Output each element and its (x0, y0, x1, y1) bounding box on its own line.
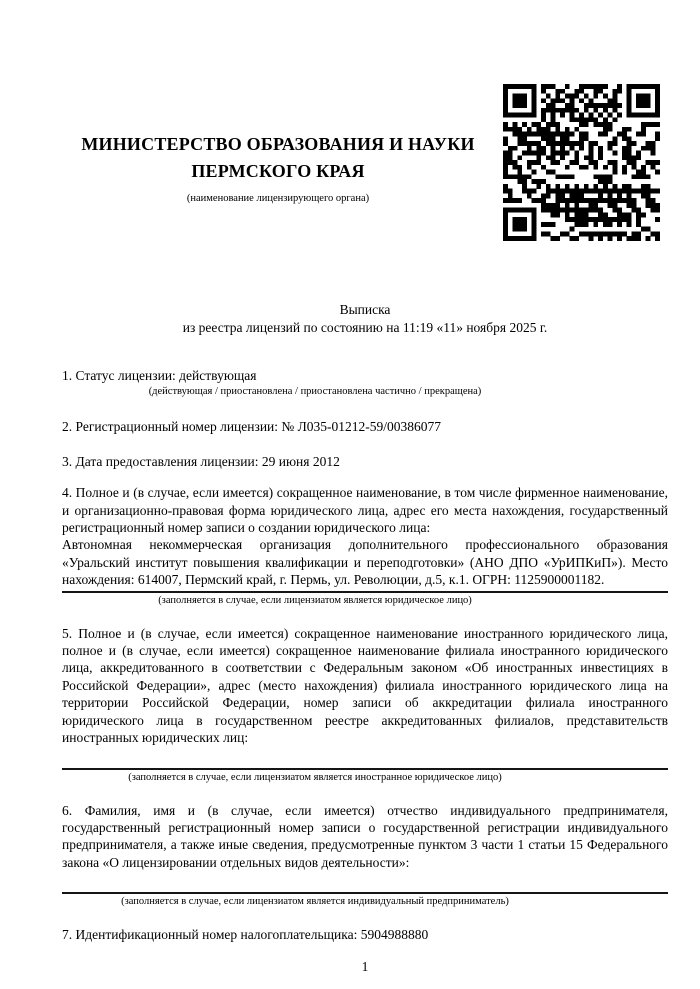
legal-entity-value: Автономная некоммерческая организация дополнительного профессионального образования «Уральский институт повышения квалификации и переподготовки» (АНО ДПО «УрИПКиП»). Место нахождения: 614007, Пермский край, г. Пермь, ул. Революции, д.5, к.1. ОГРН: 1125900001182. (62, 536, 668, 592)
issuing-authority-name-line1: МИНИСТЕРСТВО ОБРАЗОВАНИЯ И НАУКИ (81, 134, 475, 154)
legal-entity-caption: (заполняется в случае, если лицензиатом является юридическое лицо) (158, 594, 472, 606)
document-title-block (62, 301, 668, 337)
document-title: Выписка (339, 302, 391, 317)
entrepreneur-blank-line (62, 871, 668, 894)
page-number: 1 (361, 958, 369, 974)
legal-entity-label: 4. Полное и (в случае, если имеется) сокращенное наименование, в том числе фирменное наименование, и организационно-правовая форма юридического лица, адрес его места нахождения, государственный регистрационный номер записи о создании юридического лица: (62, 485, 668, 536)
document-subtitle: из реестра лицензий по состоянию на 11:19 «11» ноября 2025 г. (182, 320, 548, 335)
foreign-entity-blank-line (62, 747, 668, 770)
issuing-authority-caption: (наименование лицензирующего органа) (186, 193, 370, 204)
issuing-authority-header (62, 0, 494, 206)
issuing-authority-name-line2: ПЕРМСКОГО КРАЯ (191, 161, 365, 181)
license-status-options-caption: (действующая / приостановлена / приостановлена частично / прекращена) (148, 386, 482, 398)
qr-code-image (503, 84, 660, 241)
foreign-entity-caption: (заполняется в случае, если лицензиатом является иностранное юридическое лицо) (128, 771, 502, 783)
license-number-line: 2. Регистрационный номер лицензии: № Л035-01212-59/00386077 (62, 419, 442, 435)
taxpayer-number-line: 7. Идентификационный номер налогоплательщика: 5904988880 (62, 927, 429, 943)
foreign-entity-label: 5. Полное и (в случае, если имеется) сокращенное наименование иностранного юридического лица, полное и (в случае, если имеется) сокращенное наименование филиала иностранного юридического лица, аккредитованного в соответствии с Федеральным законом «Об иностранных инвестициях в Российской Федерации», адрес (место нахождения) филиала иностранного юридического лица на территории Российской Федерации, номер записи об аккредитации филиала иностранного юридического лица в государственном реестре аккредитованных филиалов, представительств иностранных юридических лиц: (62, 625, 668, 746)
license-status-line: 1. Статус лицензии: действующая (62, 368, 257, 383)
entrepreneur-caption: (заполняется в случае, если лицензиатом является индивидуальный предприниматель) (121, 896, 509, 908)
entrepreneur-label: 6. Фамилия, имя и (в случае, если имеется) отчество индивидуального предпринимателя, государственный регистрационный номер записи о государственной регистрации индивидуального предпринимателя, а также иные сведения, предусмотренные пунктом 3 части 1 статьи 15 Федерального закона «О лицензировании отдельных видов деятельности»: (62, 802, 668, 870)
license-grant-date-line: 3. Дата предоставления лицензии: 29 июня 2012 (62, 453, 340, 469)
